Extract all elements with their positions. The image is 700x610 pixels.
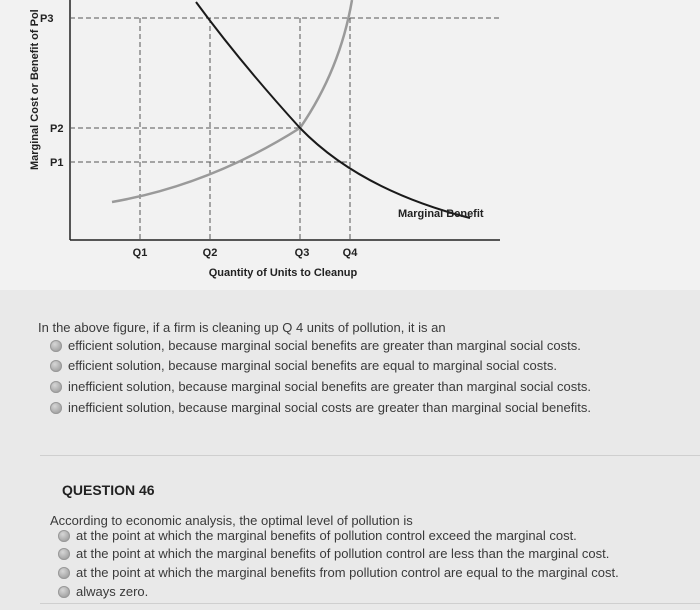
marginal-benefit-label: Marginal Benefit [398,208,484,220]
question-46-prompt: According to economic analysis, the optimal level of pollution is [50,513,413,528]
radio-icon[interactable] [50,340,62,352]
question-46-title: QUESTION 46 [62,482,155,498]
option-label: inefficient solution, because marginal social benefits are greater than marginal social costs. [68,379,591,394]
price-label-p1: P1 [50,157,64,169]
option-label: at the point at which the marginal benefits of pollution control are less than the marginal cost. [76,546,610,561]
option-label: always zero. [76,584,149,599]
option-label: at the point at which the marginal benefits of pollution control exceed the marginal cost. [76,528,577,543]
question-divider [40,455,700,456]
radio-icon[interactable] [58,586,70,598]
option-label: efficient solution, because marginal social benefits are greater than marginal social costs. [68,338,581,353]
question-45-prompt: In the above figure, if a firm is cleaning up Q 4 units of pollution, it is an [38,320,446,335]
quantity-label-q2: Q2 [202,247,218,259]
radio-icon[interactable] [50,360,62,372]
option-label: efficient solution, because marginal social benefits are equal to marginal social costs. [68,358,557,373]
price-label-p2: P2 [50,123,64,135]
bottom-divider [40,603,700,604]
y-axis-label: Marginal Cost or Benefit of Pol [29,9,41,170]
radio-icon[interactable] [58,567,70,579]
x-axis-label: Quantity of Units to Cleanup [208,267,358,279]
quantity-label-q3: Q3 [294,247,310,259]
radio-icon[interactable] [58,530,70,542]
quantity-label-q4: Q4 [342,247,358,259]
cleanup-graph [0,0,700,290]
radio-icon[interactable] [58,548,70,560]
quantity-label-q1: Q1 [132,247,148,259]
option-label: at the point at which the marginal benefits from pollution control are equal to the marginal cost. [76,565,619,580]
price-label-p3: P3 [40,13,54,25]
radio-icon[interactable] [50,402,62,414]
radio-icon[interactable] [50,381,62,393]
option-label: inefficient solution, because marginal social costs are greater than marginal social benefits. [68,400,591,415]
